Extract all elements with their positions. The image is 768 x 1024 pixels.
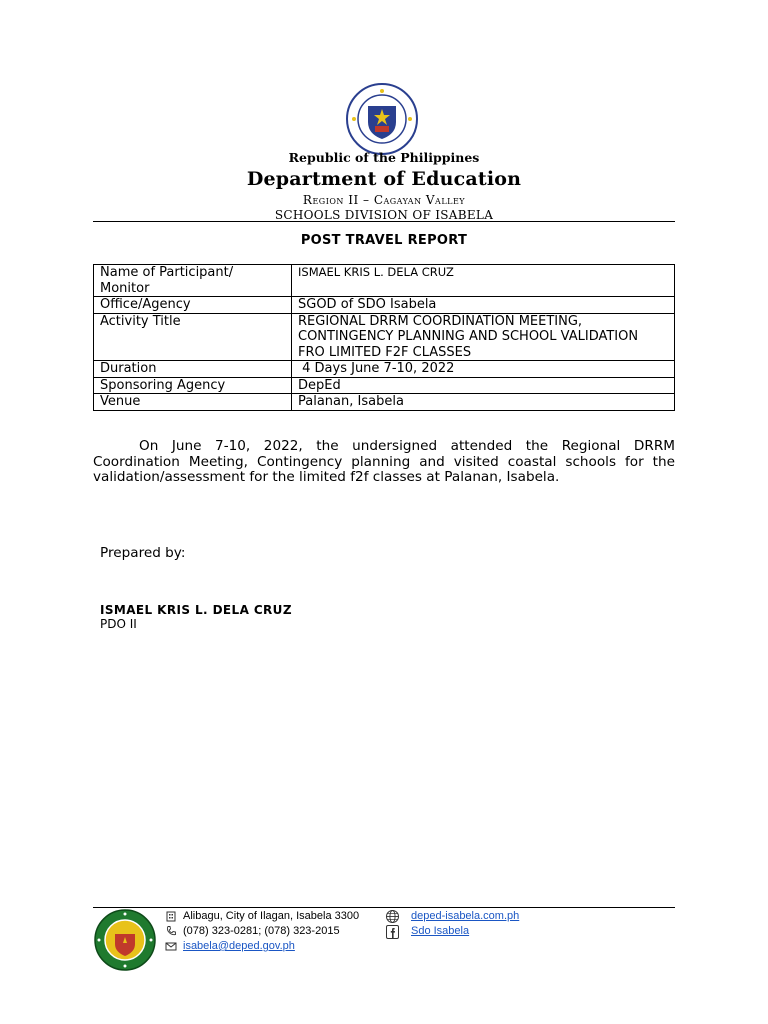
table-row xyxy=(94,394,675,411)
footer-website-link[interactable]: deped-isabela.com.ph xyxy=(411,910,520,922)
republic-line: Republic of the Philippines xyxy=(288,150,480,165)
row-value: 4 Days June 7-10, 2022 xyxy=(292,361,675,378)
sdo-isabela-seal-logo xyxy=(93,908,157,972)
footer-email-link[interactable]: isabela@deped.gov.ph xyxy=(183,940,295,952)
row-label: Venue xyxy=(94,394,292,411)
email-icon xyxy=(165,940,177,952)
body-paragraph xyxy=(93,439,675,486)
footer-contact-left xyxy=(183,909,359,954)
table-row xyxy=(94,361,675,378)
header-divider xyxy=(93,221,675,222)
row-label: Name of Participant/ Monitor xyxy=(94,265,292,297)
table-row xyxy=(94,313,675,361)
participant-info-table xyxy=(93,264,675,411)
table-row xyxy=(94,377,675,394)
row-label: Sponsoring Agency xyxy=(94,377,292,394)
division-line: SCHOOLS DIVISION OF ISABELA xyxy=(274,208,494,222)
deped-seal-logo xyxy=(345,82,419,156)
row-value: SGOD of SDO Isabela xyxy=(292,297,675,314)
row-value: REGIONAL DRRM COORDINATION MEETING, CONTINGENCY PLANNING AND SCHOOL VALIDATION FRO LIMITED F2F CLASSES xyxy=(292,313,675,361)
table-row xyxy=(94,297,675,314)
footer-contact-right xyxy=(411,909,519,939)
row-label: Duration xyxy=(94,361,292,378)
footer-divider xyxy=(93,907,675,908)
prepared-by-label: Prepared by: xyxy=(100,545,186,561)
row-label: Activity Title xyxy=(94,313,292,361)
row-label: Office/Agency xyxy=(94,297,292,314)
row-value: DepEd xyxy=(292,377,675,394)
globe-icon xyxy=(385,909,400,924)
region-line: Region II – Cagayan Valley xyxy=(302,193,466,207)
phone-icon xyxy=(165,925,177,937)
signatory-position: PDO II xyxy=(100,617,137,631)
row-value: Palanan, Isabela xyxy=(292,394,675,411)
signatory-name: ISMAEL KRIS L. DELA CRUZ xyxy=(100,603,292,617)
department-name: Department of Education xyxy=(246,168,522,190)
footer-address: Alibagu, City of Ilagan, Isabela 3300 xyxy=(183,910,360,922)
building-icon xyxy=(165,910,177,922)
report-title: POST TRAVEL REPORT xyxy=(300,233,468,248)
facebook-icon xyxy=(386,925,399,939)
footer-phones: (078) 323-0281; (078) 323-2015 xyxy=(183,925,340,937)
table-row xyxy=(94,265,675,297)
row-value: ISMAEL KRIS L. DELA CRUZ xyxy=(292,265,675,297)
body-text: On June 7-10, 2022, the undersigned attended the Regional DRRM Coordination Meeting, Contingency planning and visited coastal schools for the validation/assessment for the limited f2f classes at Palanan, Isabela. xyxy=(93,438,675,485)
footer-facebook-link[interactable]: Sdo Isabela xyxy=(411,925,470,937)
